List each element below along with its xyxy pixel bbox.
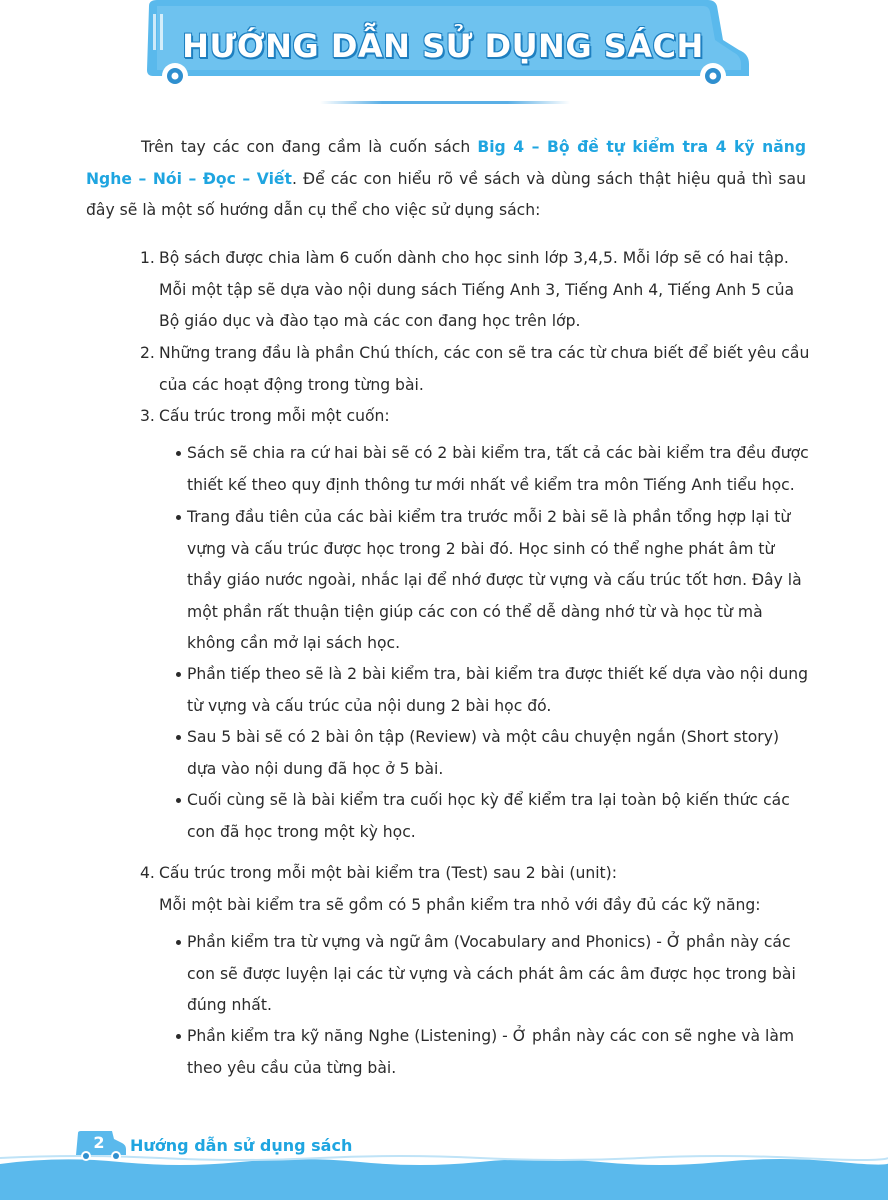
bullet-item (170, 785, 810, 848)
list-item-text: Những trang đầu là phần Chú thích, các con sẽ tra các từ chưa biết để biết yêu cầu của các hoạt động trong từng bài. (159, 344, 810, 394)
bullet-dot (176, 735, 181, 740)
bullet-text: Phần kiểm tra từ vựng và ngữ âm (Vocabulary and Phonics) - Ở phần này các con sẽ được luyện lại các từ vựng và cách phát âm các âm được học trong bài đúng nhất. (187, 933, 796, 1014)
list-item (140, 243, 810, 338)
bullet-text: Phần kiểm tra kỹ năng Nghe (Listening) - Ở phần này các con sẽ nghe và làm theo yêu cầu của từng bài. (187, 1027, 795, 1077)
footer-wave-shape (0, 1154, 888, 1200)
intro-paragraph (86, 132, 806, 227)
list-item-text: Cấu trúc trong mỗi một bài kiểm tra (Test) sau 2 bài (unit): (159, 864, 617, 882)
bullet-item (170, 1021, 810, 1084)
list-item (140, 858, 810, 921)
bullet-dot (176, 940, 181, 945)
bullet-item (170, 927, 810, 1022)
bullet-item (170, 659, 810, 722)
bullet-text: Sách sẽ chia ra cứ hai bài sẽ có 2 bài kiểm tra, tất cả các bài kiểm tra đều được thiết kế theo quy định thông tư mới nhất về kiểm tra môn Tiếng Anh tiểu học. (187, 444, 809, 494)
page-title: HƯỚNG DẪN SỬ DỤNG SÁCH (182, 27, 704, 65)
bullet-text: Phần tiếp theo sẽ là 2 bài kiểm tra, bài kiểm tra được thiết kế dựa vào nội dung từ vựng và cấu trúc của nội dung 2 bài học đó. (187, 665, 809, 715)
bullet-dot (176, 798, 181, 803)
bullet-item (170, 438, 810, 501)
intro-text-before: Trên tay các con đang cầm là cuốn sách (141, 138, 478, 156)
bullet-text: Cuối cùng sẽ là bài kiểm tra cuối học kỳ để kiểm tra lại toàn bộ kiến thức các con đã học trong một kỳ học. (187, 791, 790, 841)
list-item (140, 338, 810, 401)
list-item-subtext: Mỗi một bài kiểm tra sẽ gồm có 5 phần kiểm tra nhỏ với đầy đủ các kỹ năng: (159, 895, 761, 914)
bullet-text: Trang đầu tiên của các bài kiểm tra trước mỗi 2 bài sẽ là phần tổng hợp lại từ vựng và cấu trúc được học trong 2 bài đó. Học sinh có thể nghe phát âm từ thầy giáo nước ngoài, nhắc lại để nhớ được từ vựng và cấu trúc tốt hơn. Đây là một phần rất thuận tiện giúp các con có thể dễ dàng nhớ từ và học từ mà không cần mở lại sách học. (187, 508, 802, 652)
footer-wave-band (0, 1154, 888, 1200)
list-item-text: Bộ sách được chia làm 6 cuốn dành cho học sinh lớp 3,4,5. Mỗi lớp sẽ có hai tập. Mỗi một tập sẽ dựa vào nội dung sách Tiếng Anh 3, Tiếng Anh 4, Tiếng Anh 5 của Bộ giáo dục và đào tạo mà các con đang học trên lớp. (159, 249, 795, 330)
bullet-item (170, 722, 810, 785)
bullet-text: Sau 5 bài sẽ có 2 bài ôn tập (Review) và một câu chuyện ngắn (Short story) dựa vào nội dung đã học ở 5 bài. (187, 728, 780, 778)
bullet-item (170, 502, 810, 660)
list-item-text: Cấu trúc trong mỗi một cuốn: (159, 407, 390, 425)
bullet-dot (176, 515, 181, 520)
intro-text-after: . Để các con hiểu rõ về sách và dùng sách thật hiệu quả thì sau đây sẽ là một số hướng dẫn cụ thể cho việc sử dụng sách: (86, 169, 806, 219)
title-underline (320, 101, 570, 104)
bullet-dot (176, 451, 181, 456)
list-item (140, 401, 810, 433)
page-number: 2 (93, 1133, 105, 1152)
header-banner (143, 0, 757, 90)
footer-title: Hướng dẫn sử dụng sách (130, 1136, 353, 1155)
list-item-number: 4. (140, 864, 155, 882)
book-title-highlight: Big 4 – Bộ đề tự kiểm tra 4 kỹ năng Nghe – Nói – Đọc – Viết (86, 138, 807, 188)
bullet-dot (176, 1034, 181, 1039)
list-item-number: 2. (140, 344, 155, 362)
list-item-number: 1. (140, 249, 155, 267)
list-item-number: 3. (140, 407, 155, 425)
bullet-dot (176, 672, 181, 677)
